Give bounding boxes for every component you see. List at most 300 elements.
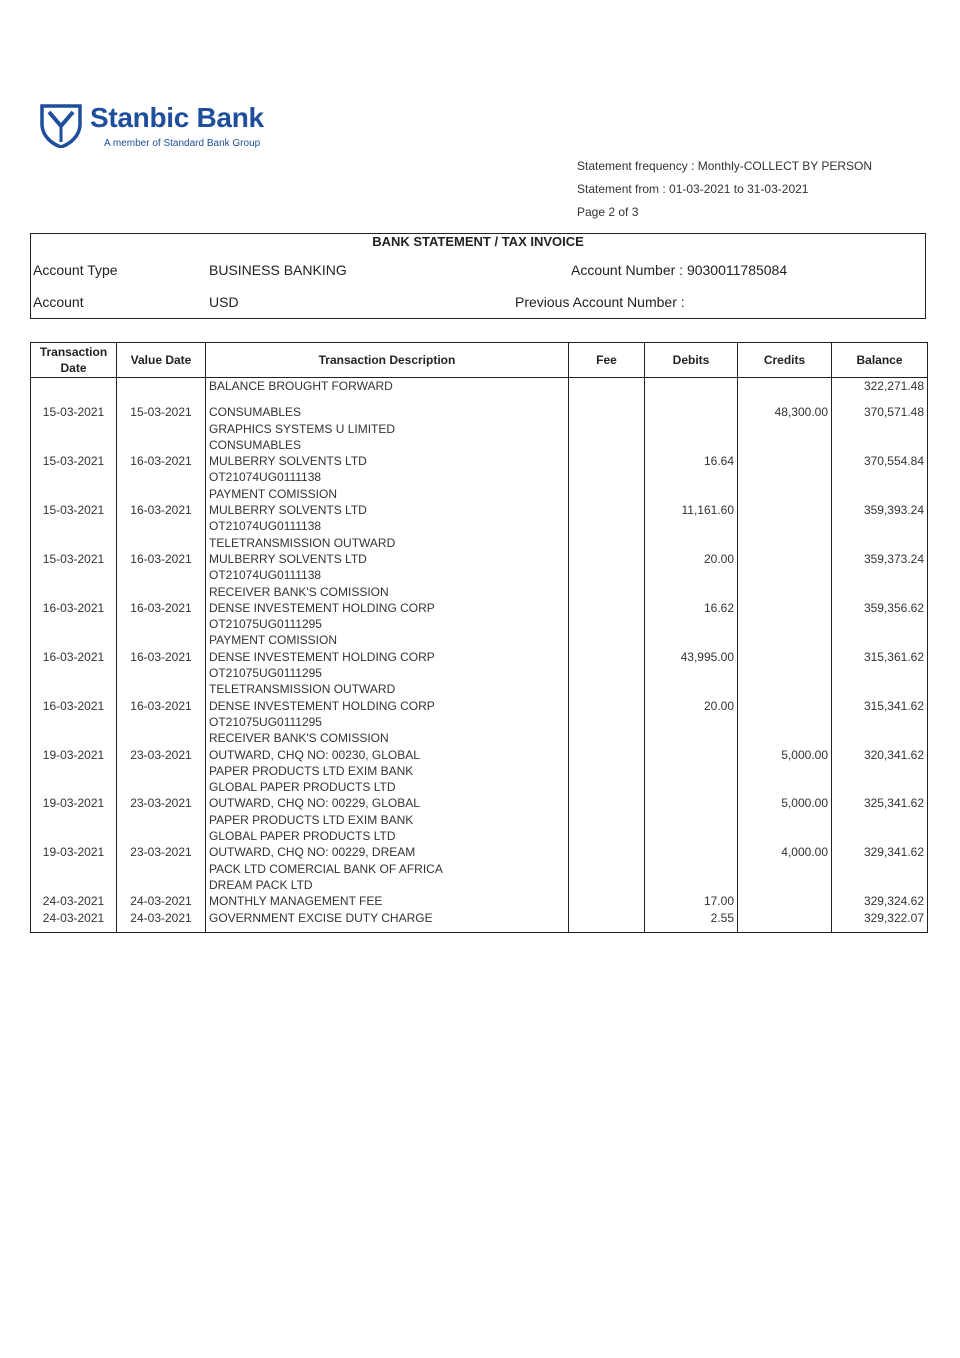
balance-cell [832,584,928,633]
balance-cell [832,404,928,437]
blank-line [117,828,205,844]
debit-value: 20.00 [703,551,734,566]
blank-line [645,861,734,877]
value-date-value [117,378,205,394]
header-transaction-date-line2: Date [60,361,87,375]
blank-line [738,681,828,697]
table-row [31,910,928,933]
debit-value: 11,161.60 [681,503,734,518]
credit-value: 48,300.00 [774,405,828,420]
description-cell [206,584,569,633]
description-cell [206,910,569,933]
blank-line [31,421,116,437]
blank-line [645,730,734,746]
balance-cell [832,681,928,730]
value-date-cell [117,681,206,730]
blank-line [738,437,828,453]
blank-line [738,486,828,502]
credit-value: 4,000.00 [781,845,828,860]
tx-date-value: 19-03-2021 [42,845,105,860]
statement-title: BANK STATEMENT / TAX INVOICE [372,234,584,249]
header-debits: Debits [645,343,738,378]
blank-line [645,665,734,681]
spacer-cell [738,394,832,404]
table-row [31,378,928,395]
description-line: OT21075UG0111295 [209,666,322,681]
blank-line [738,828,828,844]
blank-line [738,421,828,437]
fee-value [569,698,641,714]
fee-cell [569,681,645,730]
credit-cell [738,893,832,909]
description-line: OT21075UG0111295 [209,714,322,729]
fee-cell [569,584,645,633]
fee-value [569,795,641,811]
header-fee: Fee [569,343,645,378]
value-date-cell [117,910,206,933]
balance-cell [832,844,928,893]
blank-line [832,763,924,779]
page-number: Page 2 of 3 [577,205,639,219]
blank-line [738,616,828,632]
description-line: BALANCE BROUGHT FORWARD [209,379,393,393]
blank-line [738,535,828,551]
balance-value: 359,393.24 [863,503,924,518]
blank-line [569,730,641,746]
blank-line [738,730,828,746]
credit-value [738,600,828,616]
blank-line [832,437,924,453]
debit-cell [645,378,738,395]
blank-line [645,535,734,551]
blank-line [31,469,116,485]
fee-cell [569,795,645,844]
credit-value [738,893,828,909]
tx-date-cell [31,632,117,681]
description-line: DREAM PACK LTD [209,877,313,892]
blank-line [31,632,116,648]
tx-date-value [31,378,116,394]
blank-line [569,567,641,583]
tx-date-value: 15-03-2021 [42,454,105,469]
blank-line [31,812,116,828]
balance-value: 370,554.84 [863,454,924,469]
blank-line [645,714,734,730]
balance-value: 329,341.62 [863,845,924,860]
blank-line [569,584,641,600]
blank-line [832,877,924,893]
debit-cell [645,795,738,844]
value-date-cell [117,486,206,535]
credit-cell [738,486,832,535]
value-date-value: 16-03-2021 [130,649,192,664]
credit-cell [738,632,832,681]
blank-line [832,469,924,485]
account-type-label: Account Type [33,262,118,278]
fee-cell [569,404,645,437]
fee-cell [569,535,645,584]
description-line: MONTHLY MANAGEMENT FEE [209,894,383,909]
value-date-cell [117,730,206,795]
tx-date-cell [31,730,117,795]
fee-cell [569,378,645,395]
blank-line [832,567,924,583]
balance-value: 370,571.48 [863,405,924,420]
description-line: DENSE INVESTEMENT HOLDING CORP [209,698,435,713]
blank-line [569,518,641,534]
value-date-cell [117,378,206,395]
blank-line [117,861,205,877]
blank-line [738,763,828,779]
spacer-cell [117,394,206,404]
blank-line [117,469,205,485]
credit-value [738,551,828,567]
description-line: PAPER PRODUCTS LTD EXIM BANK [209,763,414,778]
balance-cell [832,893,928,909]
blank-line [569,665,641,681]
blank-line [832,779,924,795]
blank-line [117,632,205,648]
description-line: GOVERNMENT EXCISE DUTY CHARGE [209,910,433,925]
blank-line [569,763,641,779]
blank-line [832,812,924,828]
tx-date-value: 15-03-2021 [42,503,105,518]
blank-line [832,730,924,746]
description-prefix-line: RECEIVER BANK'S COMISSION [209,731,389,746]
blank-line [738,812,828,828]
tx-date-cell [31,404,117,437]
blank-line [569,681,641,697]
blank-line [832,584,924,600]
credit-value [738,698,828,714]
tx-date-value: 24-03-2021 [42,910,105,925]
blank-line [569,535,641,551]
bank-logo [40,100,300,156]
balance-cell [832,795,928,844]
debit-value: 20.00 [703,698,734,713]
balance-value: 329,324.62 [863,894,924,909]
blank-line [117,812,205,828]
blank-line [832,714,924,730]
balance-cell [832,910,928,933]
blank-line [645,518,734,534]
debit-value [645,747,734,763]
blank-line [569,437,641,453]
tx-date-cell [31,437,117,486]
blank-line [569,861,641,877]
table-row [31,844,928,893]
tx-date-cell [31,535,117,584]
fee-cell [569,486,645,535]
description-prefix-line: TELETRANSMISSION OUTWARD [209,682,396,697]
blank-line [31,584,116,600]
fee-value [569,453,641,469]
description-line: OT21074UG0111138 [209,470,322,485]
balance-value: 315,341.62 [863,698,924,713]
value-date-cell [117,437,206,486]
spacer-cell [832,394,928,404]
blank-line [31,681,116,697]
blank-line [31,665,116,681]
tx-date-cell [31,681,117,730]
description-cell [206,437,569,486]
blank-line [832,665,924,681]
debit-cell [645,437,738,486]
description-line: GRAPHICS SYSTEMS U LIMITED [209,421,396,436]
description-cell [206,378,569,395]
description-prefix-line: TELETRANSMISSION OUTWARD [209,535,396,550]
description-prefix-line: PAYMENT COMISSION [209,486,338,501]
description-line: OUTWARD, CHQ NO: 00229, GLOBAL [209,796,420,811]
debit-value: 16.64 [703,454,734,469]
blank-line [645,584,734,600]
fee-value [569,893,641,909]
debit-value: 16.62 [703,600,734,615]
blank-line [738,861,828,877]
debit-value: 17.00 [703,894,734,909]
blank-line [117,421,205,437]
balance-cell [832,378,928,395]
table-row [31,437,928,486]
tx-date-value: 24-03-2021 [42,894,105,909]
description-cell [206,681,569,730]
blank-line [569,877,641,893]
balance-cell [832,730,928,795]
blank-line [31,730,116,746]
credit-cell [738,730,832,795]
tx-date-cell [31,486,117,535]
credit-cell [738,795,832,844]
blank-line [832,535,924,551]
header-description: Transaction Description [206,343,569,378]
table-row [31,486,928,535]
blank-line [117,665,205,681]
description-line: GLOBAL PAPER PRODUCTS LTD [209,829,396,844]
fee-value [569,910,641,926]
blank-line [832,632,924,648]
tx-date-value: 19-03-2021 [42,796,105,811]
fee-value [569,378,641,394]
blank-line [738,469,828,485]
blank-line [31,437,116,453]
value-date-cell [117,844,206,893]
description-prefix-line: CONSUMABLES [209,437,302,452]
value-date-value: 16-03-2021 [130,454,192,469]
blank-line [738,877,828,893]
balance-value: 325,341.62 [863,796,924,811]
blank-line [31,828,116,844]
fee-value [569,649,641,665]
value-date-cell [117,535,206,584]
tx-date-value: 16-03-2021 [42,649,105,664]
blank-line [569,632,641,648]
blank-line [832,861,924,877]
blank-line [645,421,734,437]
credit-cell [738,378,832,395]
debit-cell [645,910,738,933]
balance-value: 329,322.07 [863,910,924,925]
fee-cell [569,893,645,909]
bank-tagline: A member of Standard Bank Group [104,138,261,149]
credit-cell [738,535,832,584]
balance-value: 359,373.24 [863,551,924,566]
balance-value: 315,361.62 [863,649,924,664]
value-date-cell [117,632,206,681]
blank-line [117,584,205,600]
debit-cell [645,584,738,633]
blank-line [569,421,641,437]
blank-line [31,616,116,632]
blank-line [738,665,828,681]
blank-line [31,714,116,730]
blank-line [31,861,116,877]
description-line: PAPER PRODUCTS LTD EXIM BANK [209,812,414,827]
blank-line [738,779,828,795]
spacer-cell [645,394,738,404]
blank-line [31,779,116,795]
value-date-value: 23-03-2021 [130,747,192,762]
blank-line [117,567,205,583]
account-summary-box [30,233,926,319]
blank-line [31,486,116,502]
fee-cell [569,632,645,681]
blank-line [117,763,205,779]
table-row [31,795,928,844]
description-cell [206,893,569,909]
credit-cell [738,910,832,933]
spacer-row [31,394,928,404]
description-line: OT21074UG0111138 [209,519,322,534]
tx-date-value: 16-03-2021 [42,600,105,615]
description-cell [206,730,569,795]
blank-line [645,616,734,632]
tx-date-value: 19-03-2021 [42,747,105,762]
statement-period: Statement from : 01-03-2021 to 31-03-2021 [577,182,809,196]
table-row [31,404,928,437]
description-line: OT21075UG0111295 [209,617,322,632]
value-date-value: 23-03-2021 [130,796,192,811]
table-row [31,893,928,909]
blank-line [645,437,734,453]
table-header-row [31,343,928,378]
previous-account-number: Previous Account Number : [515,294,685,310]
blank-line [31,535,116,551]
fee-cell [569,910,645,933]
blank-line [569,486,641,502]
header-transaction-date [31,343,117,378]
table-row [31,681,928,730]
tx-date-cell [31,795,117,844]
blank-line [832,681,924,697]
description-cell [206,795,569,844]
value-date-value: 16-03-2021 [130,551,192,566]
fee-value [569,502,641,518]
description-cell [206,844,569,893]
value-date-value: 16-03-2021 [130,503,192,518]
tx-date-value: 15-03-2021 [42,405,105,420]
statement-frequency: Statement frequency : Monthly-COLLECT BY PERSON [577,159,873,173]
value-date-value: 24-03-2021 [130,910,192,925]
debit-value [645,795,734,811]
blank-line [738,632,828,648]
tx-date-cell [31,378,117,395]
spacer-cell [206,394,569,404]
blank-line [569,812,641,828]
credit-cell [738,404,832,437]
balance-value: 320,341.62 [863,747,924,762]
description-cell [206,632,569,681]
description-line: OUTWARD, CHQ NO: 00230, GLOBAL [209,747,420,762]
blank-line [832,616,924,632]
blank-line [645,632,734,648]
value-date-value: 15-03-2021 [130,405,192,420]
value-date-value: 16-03-2021 [130,600,192,615]
blank-line [31,763,116,779]
credit-value [738,649,828,665]
blank-line [645,812,734,828]
debit-cell [645,681,738,730]
description-line: OUTWARD, CHQ NO: 00229, DREAM [209,845,416,860]
credit-value [738,378,828,394]
balance-cell [832,437,928,486]
table-row [31,535,928,584]
blank-line [832,486,924,502]
blank-line [117,779,205,795]
fee-cell [569,730,645,795]
debit-cell [645,535,738,584]
blank-line [645,779,734,795]
blank-line [645,469,734,485]
tx-date-cell [31,844,117,893]
blank-line [569,779,641,795]
tx-date-cell [31,910,117,933]
credit-value: 5,000.00 [781,747,828,762]
credit-value [738,502,828,518]
blank-line [117,730,205,746]
credit-cell [738,584,832,633]
fee-value [569,551,641,567]
transactions-table [30,342,928,933]
debit-cell [645,486,738,535]
blank-line [832,828,924,844]
blank-line [738,567,828,583]
blank-line [832,518,924,534]
fee-value [569,844,641,860]
balance-cell [832,486,928,535]
header-credits: Credits [738,343,832,378]
fee-value [569,600,641,616]
fee-cell [569,437,645,486]
header-balance: Balance [832,343,928,378]
blank-line [117,714,205,730]
value-date-value: 23-03-2021 [130,845,192,860]
credit-cell [738,844,832,893]
balance-cell [832,632,928,681]
blank-line [645,681,734,697]
table-row [31,632,928,681]
debit-cell [645,730,738,795]
debit-value: 2.55 [710,910,734,925]
header-value-date: Value Date [117,343,206,378]
blank-line [738,518,828,534]
value-date-cell [117,795,206,844]
credit-value: 5,000.00 [781,796,828,811]
description-line: OT21074UG0111138 [209,568,322,583]
blank-line [31,877,116,893]
value-date-value: 24-03-2021 [130,894,192,909]
blank-line [569,616,641,632]
tx-date-cell [31,584,117,633]
